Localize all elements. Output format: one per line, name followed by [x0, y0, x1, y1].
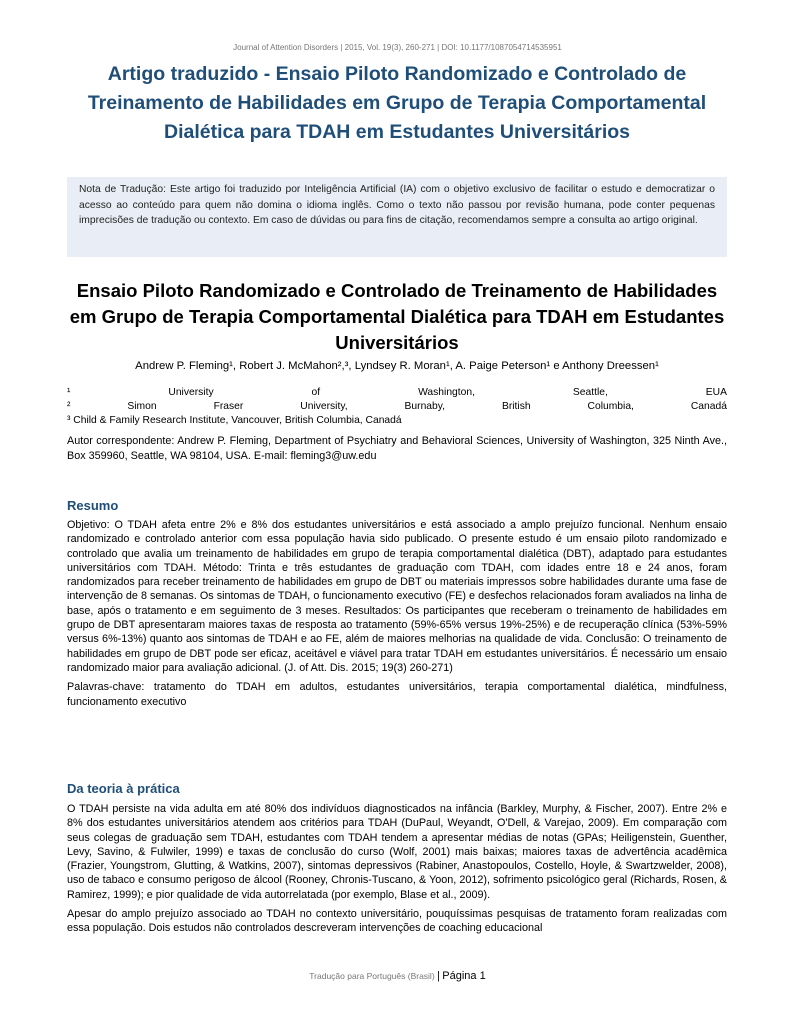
affiliation-text: Canadá — [690, 401, 727, 412]
abstract-body — [67, 518, 727, 714]
theory-body — [67, 802, 727, 941]
affiliation-text: Seattle, — [572, 387, 608, 398]
affiliation-text: EUA — [705, 387, 727, 398]
affiliation-text: ¹ — [67, 387, 71, 398]
affiliation-text: Burnaby, — [404, 401, 445, 412]
affiliation-text: ² — [67, 401, 71, 412]
section-heading-teoria: Da teoria à prática — [67, 781, 180, 796]
page-footer — [0, 970, 795, 982]
affiliation-text: University, — [300, 401, 348, 412]
abstract-text: Objetivo: O TDAH afeta entre 2% e 8% dos estudantes universitários e está associado a amplo prejuízo funcional. Nenhum ensaio randomizado e controlado anterior com essa população havia sido publicado. O presente estudo é um ensaio piloto randomizado e controlado que avalia um treinamento de habilidades em grupo de terapia comportamental dialética (DBT), adaptado para estudantes universitários com TDAH. Método: Trinta e três estudantes de graduação com TDAH, com idades entre 18 e 24 anos, foram randomizados para receber treinamento de habilidades em grupo de DBT ou materiais impressos sobre habilidades durante uma fase de intervenção de 8 semanas. Os sintomas de TDAH, o funcionamento executivo (FE) e desfechos relacionados foram avaliados na linha de base, após o tratamento e em seguimento de 3 meses. Resultados: Os participantes que receberam o treinamento de habilidades em grupo de DBT apresentaram maiores taxas de resposta ao tratamento (59%-65% versus 19%-25%) e de recuperação clínica (53%-59% versus 6%-13%) quanto aos sintomas de TDAH e ao FE, além de maiores melhorias na qualidade de vida. Conclusão: O treinamento de habilidades em grupo de DBT pode ser eficaz, aceitável e viável para tratar TDAH em estudantes universitários. É necessário um ensaio randomizado maior para avaliação adicional. (J. of Att. Dis. 2015; 19(3) 260-271) — [67, 519, 727, 674]
translated-article-title: Artigo traduzido - Ensaio Piloto Randomizado e Controlado de Treinamento de Habilidades em Grupo de Terapia Comportamental Dialética para TDAH em Estudantes Universitários — [87, 63, 707, 143]
affiliation-1 — [67, 386, 727, 399]
corresponding-author: Autor correspondente: Andrew P. Fleming, Department of Psychiatry and Behavioral Sciences, University of Washington, 325 Ninth Ave., Box 359960, Seattle, WA 98104, USA. E-mail: fleming3@uw.edu — [67, 435, 727, 462]
affiliation-text: University — [168, 387, 214, 398]
affiliation-3: ³ Child & Family Research Institute, Vancouver, British Columbia, Canadá — [67, 415, 402, 426]
paragraph: O TDAH persiste na vida adulta em até 80% dos indivíduos diagnosticados na infância (Barkley, Murphy, & Fischer, 2007). Entre 2% e 8% dos estudantes universitários atendem aos critérios para TDAH (DuPaul, Weyandt, O'Dell, & Varejao, 2009). Em comparação com seus colegas de graduação sem TDAH, estudantes com TDAH tendem a apresentar médias de notas (GPAs; Heiligenstein, Guenther, Levy, Savino, & Fulwiler, 1999) e taxas de conclusão do curso (Wolf, 2001) mais baixas; maiores taxas de advertência acadêmica (Frazier, Youngstrom, Glutting, & Watkins, 2007), sintomas depressivos (Rabiner, Anastopoulos, Costello, Hoyle, & Swartzwelder, 2008), uso de tabaco e consumo perigoso de álcool (Rooney, Chronis-Tuscano, & Yoon, 2012), sofrimento psicológico geral (Richards, Rosen, & Ramirez, 1999); e pior qualidade de vida autorrelatada (por exemplo, Blase et al., 2009). — [67, 803, 727, 901]
affiliation-text: Washington, — [418, 387, 475, 398]
affiliation-text: Columbia, — [587, 401, 634, 412]
journal-citation: Journal of Attention Disorders | 2015, Vol. 19(3), 260-271 | DOI: 10.1177/1087054714535951 — [233, 43, 562, 52]
affiliation-2 — [67, 400, 727, 413]
affiliation-text: British — [501, 401, 531, 412]
affiliation-text: of — [311, 387, 321, 398]
footer-separator: | — [437, 970, 440, 982]
affiliation-text: Fraser — [213, 401, 244, 412]
affiliation-text: Simon — [127, 401, 157, 412]
article-title: Ensaio Piloto Randomizado e Controlado de Treinamento de Habilidades em Grupo de Terapia Comportamental Dialética para TDAH em Estudantes Universitários — [69, 280, 725, 353]
keywords: Palavras-chave: tratamento do TDAH em adultos, estudantes universitários, terapia comportamental dialética, mindfulness, funcionamento executivo — [67, 681, 727, 708]
author-list: Andrew P. Fleming¹, Robert J. McMahon²,³, Lyndsey R. Moran¹, A. Paige Peterson¹ e Anthony Dreessen¹ — [135, 360, 659, 372]
page-number: Página 1 — [442, 970, 486, 982]
paragraph: Apesar do amplo prejuízo associado ao TDAH no contexto universitário, pouquíssimas pesquisas de tratamento foram realizadas com essa população. Dois estudos não controlados descreveram intervenções de coaching educacional — [67, 908, 727, 935]
section-heading-resumo: Resumo — [67, 498, 119, 513]
translation-note: Nota de Tradução: Este artigo foi traduzido por Inteligência Artificial (IA) com o objetivo exclusivo de facilitar o estudo e democratizar o acesso ao conteúdo para quem não domina o idioma inglês. Como o texto não passou por revisão humana, pode conter pequenas imprecisões de tradução ou contexto. Em caso de dúvidas ou para fins de citação, recomendamos sempre a consulta ao artigo original. — [67, 177, 727, 257]
footer-label: Tradução para Português (Brasil) — [309, 971, 435, 981]
